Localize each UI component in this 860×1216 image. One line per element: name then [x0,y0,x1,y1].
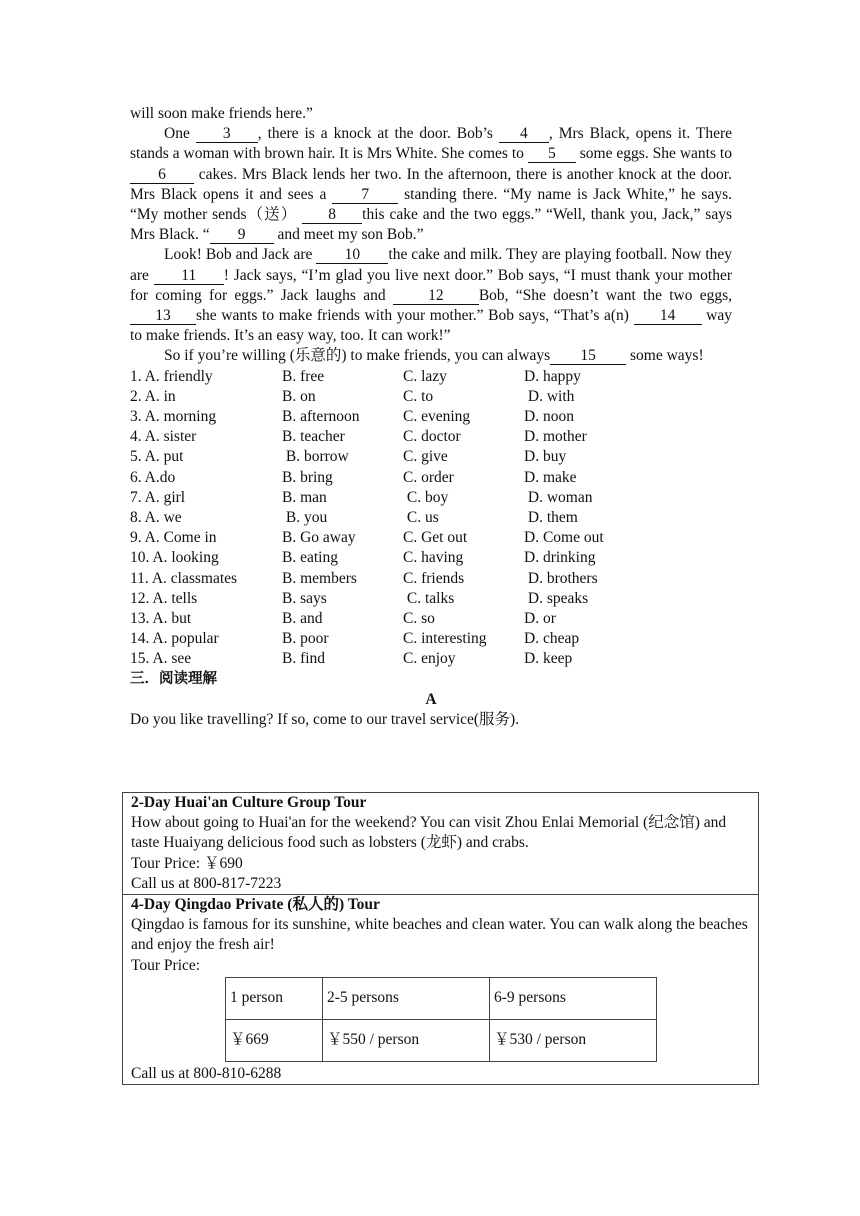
option-row [130,407,732,427]
option-choice: 12. A. tells [130,589,198,607]
table-cell: 2-5 persons [323,977,490,1019]
option-row [130,427,732,447]
blank-15: 15 [550,348,626,365]
passage-text: she wants to make friends with your mother.” Bob says, “That’s a(n) [196,307,634,325]
ad-body: Qingdao is famous for its sunshine, white beaches and clean water. You can walk along the beaches and enjoy the fresh air! [131,916,748,954]
option-row [130,528,732,548]
option-choice: D. buy [524,448,567,466]
table-cell: ￥530 / person [490,1019,657,1061]
option-choice: C. having [403,549,464,567]
passage-text: and meet my son Bob.” [273,226,424,244]
passage-text: ! Jack says, “I’m glad you live next door.” Bob says, “I must thank your mother for coming for eggs.” Jack laughs and [130,266,732,304]
option-choice: 3. A. morning [130,408,217,426]
option-choice: B. and [282,609,323,627]
ad-phone: Call us at 800-810-6288 [131,1064,282,1082]
option-choice: B. man [282,488,327,506]
blank-14: 14 [634,308,702,325]
table-cell: ￥669 [226,1019,323,1061]
option-choice: C. doctor [403,428,461,446]
option-choice: D. them [524,508,578,526]
price-table-header-row [226,977,657,1019]
option-choice: 10. A. looking [130,549,219,567]
option-choice: D. Come out [524,529,604,547]
section-heading: 三．阅读理解 [130,671,217,688]
option-choice: B. Go away [282,529,356,547]
passage-letter: A [425,690,437,708]
blank-6: 6 [130,167,194,184]
option-choice: 13. A. but [130,609,192,627]
passage-text: way to make friends. It’s an easy way, too. It can work!” [130,307,732,345]
passage-text: standing there. “My name is Jack White,” he says. “My mother sends（送） [130,185,732,224]
option-choice: B. afternoon [282,408,360,426]
option-choice: 14. A. popular [130,630,219,648]
option-choice: C. Get out [403,529,468,547]
paragraph-1 [130,124,732,245]
price-table [225,977,657,1062]
ad-phone: Call us at 800-817-7223 [131,874,282,892]
passage-text: So if you’re willing (乐意的) to make friends, you can always [164,347,551,365]
option-row [130,508,732,528]
blank-5: 5 [528,146,576,163]
option-choice: B. says [282,589,327,607]
option-choice: 7. A. girl [130,488,186,506]
option-choice: D. noon [524,408,574,426]
option-row [130,548,732,568]
option-row [130,468,732,488]
option-choice: D. cheap [524,630,580,648]
blank-8: 8 [302,207,362,224]
passage-text: One [164,125,196,143]
option-choice: C. friends [403,569,465,587]
table-cell: ￥550 / person [323,1019,490,1061]
passage-text: this cake and the two eggs.” “Well, thank you, Jack,” says Mrs Black. “ [130,206,732,244]
option-choice: C. talks [403,589,455,607]
table-cell: 1 person [226,977,323,1019]
option-choice: D. with [524,387,575,405]
blank-9: 9 [210,227,274,244]
option-choice: D. speaks [524,589,589,607]
passage-text: , Mrs Black, opens it. There stands a woman with brown hair. It is Mrs White. She comes to [130,125,732,163]
option-choice: B. you [282,508,328,526]
passage-text: Bob, “She doesn’t want the two eggs, [478,286,732,304]
option-row [130,649,732,669]
option-choice: C. boy [403,488,449,506]
option-row [130,589,732,609]
option-choice: B. members [282,569,357,587]
option-choice: 5. A. put [130,448,184,466]
option-choice: D. make [524,468,577,486]
ad-qingdao [123,894,758,1084]
option-choice: D. drinking [524,549,596,567]
option-choice: B. borrow [282,448,349,466]
option-choice: B. teacher [282,428,345,446]
option-choice: D. woman [524,488,593,506]
answer-options [130,367,732,670]
option-choice: C. interesting [403,630,487,648]
option-row [130,569,732,589]
ad-title: 2-Day Huai'an Culture Group Tour [131,794,367,811]
option-row [130,609,732,629]
option-choice: 2. A. in [130,387,176,405]
travel-ads-table [122,792,759,1085]
price-table-value-row [226,1019,657,1061]
option-choice: 1. A. friendly [130,367,213,385]
option-row [130,387,732,407]
option-row [130,629,732,649]
option-choice: B. on [282,387,316,405]
passage-text: the cake and milk. They are playing football. Now they are [130,246,733,284]
option-choice: C. so [403,609,435,627]
option-choice: 11. A. classmates [130,569,238,587]
passage-text: some eggs. She wants to [575,145,732,163]
option-choice: D. brothers [524,569,598,587]
blank-7: 7 [332,187,398,204]
option-choice: 8. A. we [130,508,182,526]
option-choice: D. happy [524,367,581,385]
option-choice: C. to [403,387,434,405]
ad-title: 4-Day Qingdao Private (私人的) Tour [131,896,380,914]
blank-11: 11 [154,268,224,285]
option-choice: D. or [524,609,556,627]
option-choice: 9. A. Come in [130,529,217,547]
option-row [130,488,732,508]
passage-text: some ways! [626,347,704,365]
paragraph-2 [130,245,732,346]
passage-text: Look! Bob and Jack are [164,246,317,264]
option-choice: B. bring [282,468,333,486]
ad-price-label: Tour Price: [131,956,201,974]
option-choice: B. free [282,367,325,385]
blank-3: 3 [196,126,258,143]
option-choice: 6. A.do [130,468,176,486]
option-row [130,367,732,387]
passage-text: cakes. Mrs Black lends her two. In the afternoon, there is another knock at the door. Mrs Black opens it and sees a [130,165,732,203]
blank-10: 10 [316,247,388,264]
passage-line: will soon make friends here.” [130,105,313,122]
option-choice: C. lazy [403,367,447,385]
option-choice: B. poor [282,630,329,648]
option-choice: C. give [403,448,448,466]
paragraph-3 [130,346,732,366]
option-choice: D. keep [524,650,573,668]
ad-huaian [123,793,758,894]
option-row [130,447,732,467]
option-choice: B. find [282,650,326,668]
table-cell: 6-9 persons [490,977,657,1019]
option-choice: C. enjoy [403,650,456,668]
option-choice: C. evening [403,408,471,426]
option-choice: B. eating [282,549,338,567]
blank-13: 13 [130,308,196,325]
passage-text: , there is a knock at the door. Bob’s [257,125,499,143]
blank-12: 12 [393,288,479,305]
ad-price: Tour Price: ￥690 [131,854,243,872]
option-choice: D. mother [524,428,587,446]
cloze-passage [130,104,732,730]
intro-text: Do you like travelling? If so, come to our travel service(服务). [130,710,520,728]
option-choice: 15. A. see [130,650,192,668]
blank-4: 4 [499,126,549,143]
option-choice: C. order [403,468,454,486]
ad-body: How about going to Huai'an for the weekend? You can visit Zhou Enlai Memorial (纪念馆) and taste Huaiyang delicious food such as lobsters (龙虾) and crabs. [131,814,727,852]
option-choice: C. us [403,508,439,526]
option-choice: 4. A. sister [130,428,197,446]
